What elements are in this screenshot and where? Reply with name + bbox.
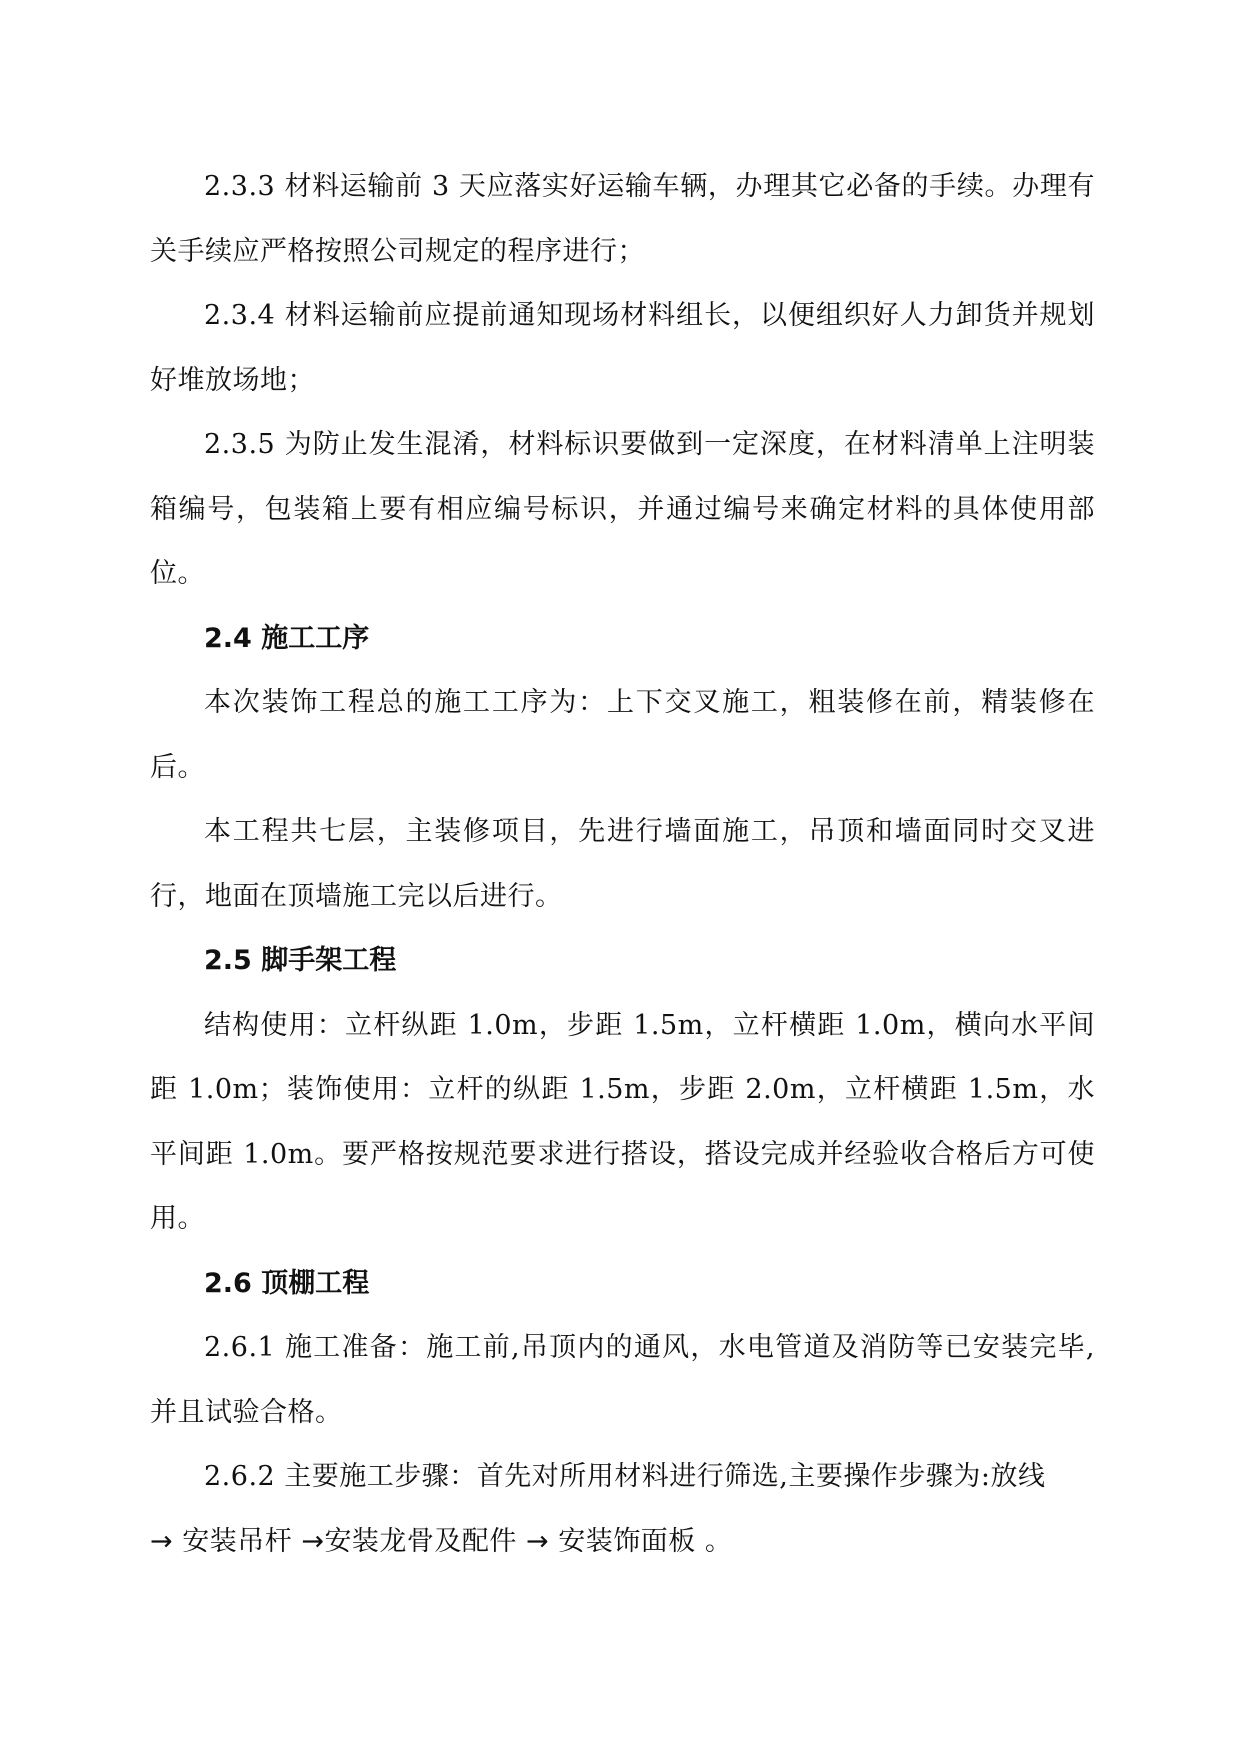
arrow-icon: → xyxy=(526,1525,550,1557)
paragraph-2-4-b: 本工程共七层，主装修项目，先进行墙面施工，吊顶和墙面同时交叉进行，地面在顶墙施工完以后进行。 xyxy=(150,816,1095,912)
paragraph-2-3-4: 2.3.4 材料运输前应提前通知现场材料组长，以便组织好人力卸货并规划好堆放场地； xyxy=(150,300,1095,396)
arrow-icon: → xyxy=(150,1525,174,1557)
flow-step-2: 安装龙骨及配件 xyxy=(324,1525,517,1557)
heading-2-5: 2.5 脚手架工程 xyxy=(204,945,397,976)
paragraph-2-6-2: 2.6.2 主要施工步骤：首先对所用材料进行筛选,主要操作步骤为:放线 xyxy=(204,1461,1046,1492)
paragraph-2-4-a: 本次装饰工程总的施工工序为：上下交叉施工，粗装修在前，精装修在后。 xyxy=(150,687,1095,783)
paragraph-2-5: 结构使用：立杆纵距 1.0m，步距 1.5m，立杆横距 1.0m，横向水平间距 1.0m；装饰使用：立杆的纵距 1.5m，步距 2.0m，立杆横距 1.5m，水平间距 1.0m。要严格按规范要求进行搭设，搭设完成并经验收合格后方可使用。 xyxy=(150,1009,1095,1234)
process-flow-line xyxy=(150,1510,1095,1575)
flow-step-1: 安装吊杆 xyxy=(182,1525,293,1557)
arrow-icon: → xyxy=(301,1525,325,1557)
paragraph-2-6-1: 2.6.1 施工准备：施工前,吊顶内的通风，水电管道及消防等已安装完毕,并且试验合格。 xyxy=(150,1332,1095,1428)
heading-2-4: 2.4 施工工序 xyxy=(204,622,370,654)
flow-step-3: 安装饰面板 xyxy=(558,1525,696,1557)
heading-2-6: 2.6 顶棚工程 xyxy=(204,1267,370,1299)
flow-end-mark: 。 xyxy=(704,1525,733,1557)
paragraph-2-3-3: 2.3.3 材料运输前 3 天应落实好运输车辆，办理其它必备的手续。办理有关手续应严格按照公司规定的程序进行； xyxy=(150,171,1095,267)
document-body xyxy=(150,155,1095,1574)
paragraph-2-3-5: 2.3.5 为防止发生混淆，材料标识要做到一定深度，在材料清单上注明装箱编号，包装箱上要有相应编号标识，并通过编号来确定材料的具体使用部位。 xyxy=(150,429,1095,589)
